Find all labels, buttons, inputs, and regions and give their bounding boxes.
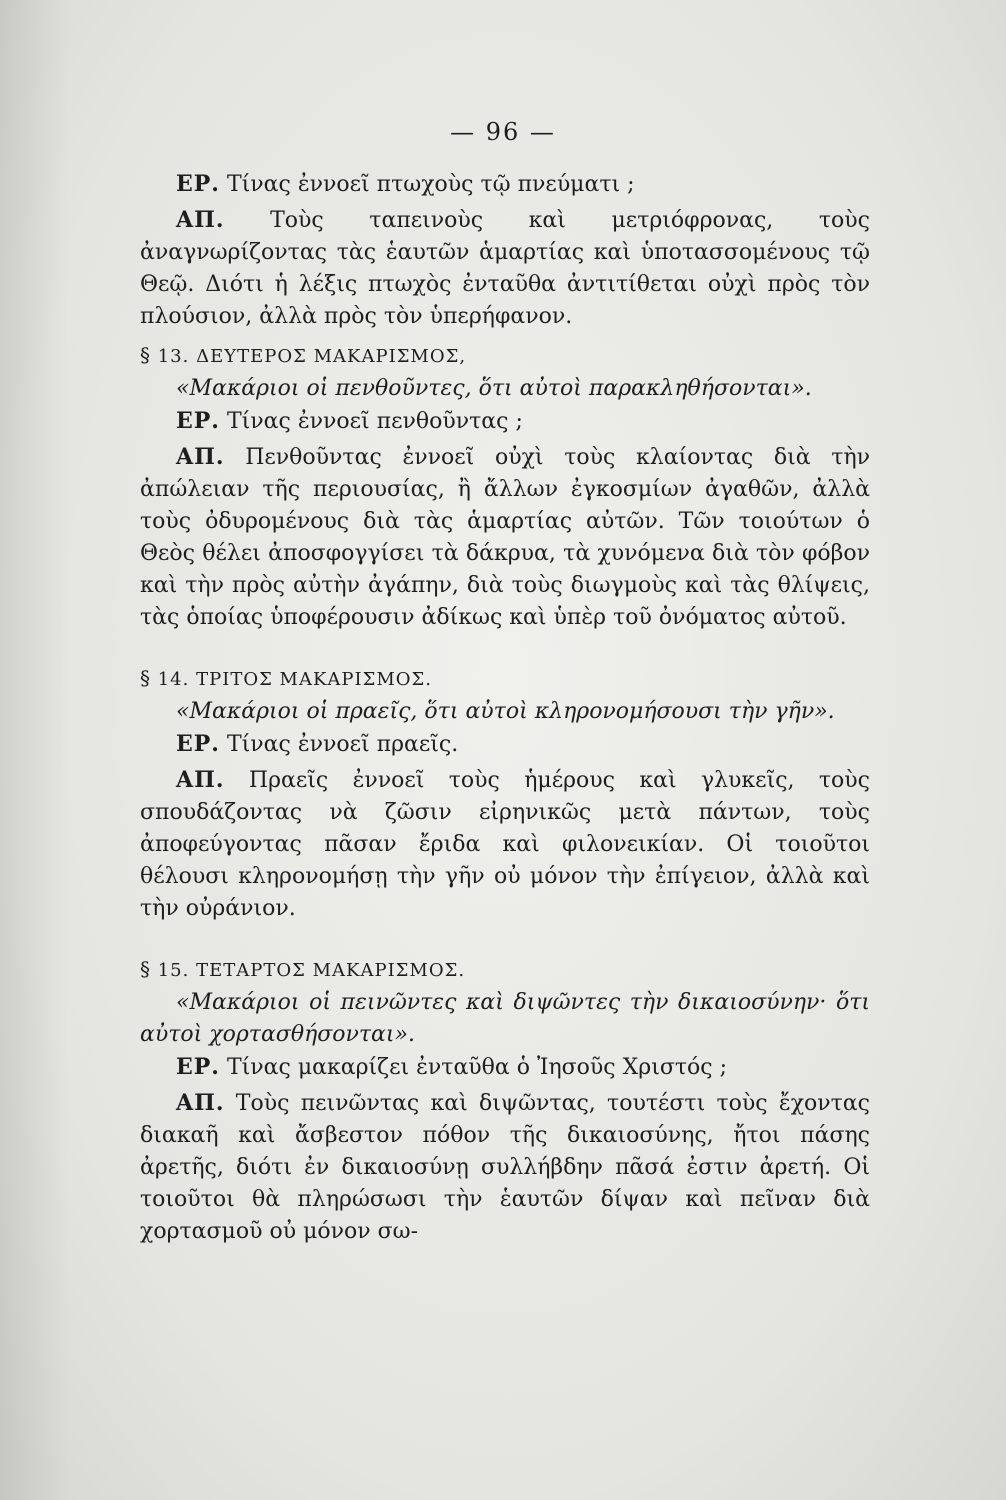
question-paragraph: [140, 728, 870, 761]
speaker-label: ΑΠ.: [176, 1090, 225, 1116]
section-symbol: §: [140, 343, 151, 367]
section-symbol: §: [140, 957, 151, 981]
answer-text: Τοὺς πεινῶντας καὶ διψῶντας, τουτέστι τοὺς ἔχοντας διακαῆ καὶ ἄσβεστον πόθον τῆς δικαιοσύνης, ἤτοι πάσης ἀρετῆς, διότι ἐν δικαιοσύνῃ συλλήβδην πᾶσά ἐστιν ἀρετή. Οἱ τοιοῦτοι θὰ πληρώσωσι τὴν ἑαυτῶν δίψαν καὶ πεῖναν διὰ χορτασμοῦ οὐ μόνον σω-: [140, 1091, 870, 1244]
page-spine-shadow: [0, 0, 70, 1500]
page-body: [140, 168, 870, 1248]
question-text: Τίνας ἐννοεῖ πραεῖς.: [226, 732, 459, 757]
speaker-label: ΕΡ.: [176, 731, 220, 757]
section-title: ΔΕΥΤΕΡΟΣ ΜΑΚΑΡΙΣΜΟΣ,: [196, 346, 467, 367]
section-heading: [140, 339, 870, 373]
answer-paragraph: [140, 204, 870, 333]
question-paragraph: [140, 405, 870, 438]
section-title: ΤΡΙΤΟΣ ΜΑΚΑΡΙΣΜΟΣ.: [196, 669, 433, 690]
section-number: 13.: [157, 346, 190, 367]
verse-quote: «Μακάριοι οἱ πενθοῦντες, ὅτι αὐτοὶ παρακληθήσονται».: [176, 376, 812, 401]
answer-text: Πενθοῦντας ἐννοεῖ οὐχὶ τοὺς κλαίοντας διὰ τὴν ἀπώλειαν τῆς περιουσίας, ἢ ἄλλων ἐγκοσμίων ἀγαθῶν, ἀλλὰ τοὺς ὀδυρομένους διὰ τὰς ἁμαρτίας αὐτῶν. Τῶν τοιούτων ὁ Θεὸς θέλει ἀποσφογγίσει τὰ δάκρυα, τὰ χυνόμενα διὰ τὸν φόβον καὶ τὴν πρὸς αὐτὴν ἀγάπην, διὰ τοὺς διωγμοὺς καὶ τὰς θλίψεις, τὰς ὁποίας ὑποφέρουσιν ἀδίκως καὶ ὑπὲρ τοῦ ὀνόματος αὐτοῦ.: [140, 445, 871, 630]
speaker-label: ΕΡ.: [176, 1054, 220, 1080]
page-number: — 96 —: [450, 118, 556, 146]
answer-paragraph: [140, 441, 870, 634]
question-paragraph: [140, 168, 870, 201]
speaker-label: ΑΠ.: [176, 767, 225, 793]
speaker-label: ΑΠ.: [176, 444, 225, 470]
answer-paragraph: [140, 1087, 870, 1248]
section-title: ΤΕΤΑΡΤΟΣ ΜΑΚΑΡΙΣΜΟΣ.: [196, 960, 466, 981]
question-text: Τίνας ἐννοεῖ πτωχοὺς τῷ πνεύματι ;: [226, 172, 635, 197]
answer-text: Τοὺς ταπεινοὺς καὶ μετριόφρονας, τοὺς ἀναγνωρίζοντας τὰς ἑαυτῶν ἁμαρτίας καὶ ὑποτασσομένους τῷ Θεῷ. Διότι ἡ λέξις πτωχὸς ἐνταῦθα ἀντιτίθεται οὐχὶ πρὸς τὸν πλούσιον, ἀλλὰ πρὸς τὸν ὑπερήφανον.: [140, 208, 870, 329]
speaker-label: ΕΡ.: [176, 408, 220, 434]
answer-paragraph: [140, 764, 870, 925]
speaker-label: ΑΠ.: [176, 207, 225, 233]
question-text: Τίνας ἐννοεῖ πενθοῦντας ;: [226, 409, 523, 434]
answer-text: Πραεῖς ἐννοεῖ τοὺς ἡμέρους καὶ γλυκεῖς, τοὺς σπουδάζοντας νὰ ζῶσιν εἰρηνικῶς μετὰ πάντων, τοὺς ἀποφεύγοντας πᾶσαν ἔριδα καὶ φιλονεικίαν. Οἱ τοιοῦτοι θέλουσι κληρονομήσῃ τὴν γῆν οὐ μόνον τὴν ἐπίγειον, ἀλλὰ καὶ τὴν οὐράνιον.: [140, 768, 870, 921]
question-text: Τίνας μακαρίζει ἐνταῦθα ὁ Ἰησοῦς Χριστός ;: [226, 1055, 727, 1080]
section-heading: [140, 662, 870, 696]
verse-quote: «Μακάριοι οἱ πεινῶντες καὶ διψῶντες τὴν δικαιοσύνην· ὅτι αὐτοὶ χορτασθήσονται».: [140, 990, 870, 1047]
section-heading: [140, 953, 870, 987]
question-paragraph: [140, 1051, 870, 1084]
speaker-label: ΕΡ.: [176, 171, 220, 197]
section-number: 15.: [157, 960, 190, 981]
section-symbol: §: [140, 666, 151, 690]
verse-quote: «Μακάριοι οἱ πραεῖς, ὅτι αὐτοὶ κληρονομήσουσι τὴν γῆν».: [176, 699, 835, 724]
section-number: 14.: [157, 669, 190, 690]
